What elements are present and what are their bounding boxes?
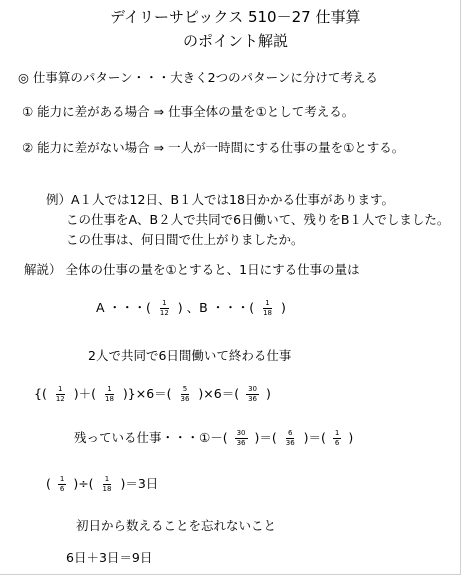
fraction-1-12: $\frac{1}{12}$ bbox=[55, 385, 65, 403]
rate-b-label: ) 、B ・・・( bbox=[177, 300, 255, 315]
answer-line: 6日＋3日＝9日 bbox=[66, 550, 153, 565]
rate-a-label: A ・・・( bbox=[96, 300, 151, 315]
eq-plus: )＋( bbox=[73, 386, 96, 401]
pattern-2: ② 能力に差がない場合 ⇒ 一人が一時間にする仕事の量を①とする。 bbox=[22, 140, 405, 155]
title-line-1: デイリーサピックス 510－27 仕事算 bbox=[110, 8, 361, 26]
remain-eq-2: )＝( bbox=[303, 430, 326, 445]
title-line-2: のポイント解説 bbox=[183, 32, 289, 50]
fraction-1-18: $\frac{1}{18}$ bbox=[263, 299, 272, 317]
example-line-1: 例）A１人では12日、B１人では18日かかる仕事があります。 bbox=[46, 192, 394, 207]
pattern-1: ① 能力に差がある場合 ⇒ 仕事全体の量を①として考える。 bbox=[22, 104, 355, 119]
rate-close: ) bbox=[280, 300, 286, 315]
remain-eq-1: )＝( bbox=[254, 430, 277, 445]
fraction-5-36: $\frac{5}{36}$ bbox=[180, 385, 190, 403]
eq-open: {( bbox=[34, 386, 47, 401]
example-line-3: この仕事は、何日間で仕上がりましたか。 bbox=[66, 232, 304, 247]
fraction-30-36: $\frac{30}{36}$ bbox=[248, 385, 258, 403]
fraction-1-12: $\frac{1}{12}$ bbox=[159, 299, 169, 317]
fraction-1-6: $\frac{1}{6}$ bbox=[59, 475, 65, 493]
remain-close: ) bbox=[348, 430, 354, 445]
fraction-1-6: $\frac{1}{6}$ bbox=[334, 429, 340, 447]
fraction-1-18: $\frac{1}{18}$ bbox=[102, 475, 112, 493]
eq-times-2: )×6＝( bbox=[198, 386, 240, 401]
div-end: )＝3日 bbox=[120, 476, 159, 491]
two-people-line: 2人で共同で6日間働いて終わる仕事 bbox=[88, 348, 292, 363]
div-mid: )÷( bbox=[73, 476, 94, 491]
example-line-2: この仕事をA、B２人で共同で6日働いて、残りをB１人でしました。 bbox=[66, 212, 450, 227]
fraction-1-18: $\frac{1}{18}$ bbox=[104, 385, 114, 403]
eq-times-1: )}×6＝( bbox=[122, 386, 172, 401]
joint-work-equation bbox=[34, 386, 271, 403]
remaining-work-equation bbox=[74, 430, 353, 447]
rate-line bbox=[96, 300, 286, 317]
division-equation bbox=[46, 476, 158, 493]
explanation-intro: 解説） 全体の仕事の量を①とすると、1日にする仕事の量は bbox=[24, 262, 360, 277]
fraction-30-36: $\frac{30}{36}$ bbox=[236, 429, 246, 447]
div-open: ( bbox=[46, 476, 51, 491]
remain-label: 残っている仕事・・・①－( bbox=[74, 430, 228, 445]
fraction-6-36: $\frac{6}{36}$ bbox=[285, 429, 295, 447]
eq-close: ) bbox=[266, 386, 271, 401]
note-line: 初日から数えることを忘れないこと bbox=[76, 518, 277, 533]
pattern-heading: ◎ 仕事算のパターン・・・大きく2つのパターンに分けて考える bbox=[18, 70, 378, 85]
